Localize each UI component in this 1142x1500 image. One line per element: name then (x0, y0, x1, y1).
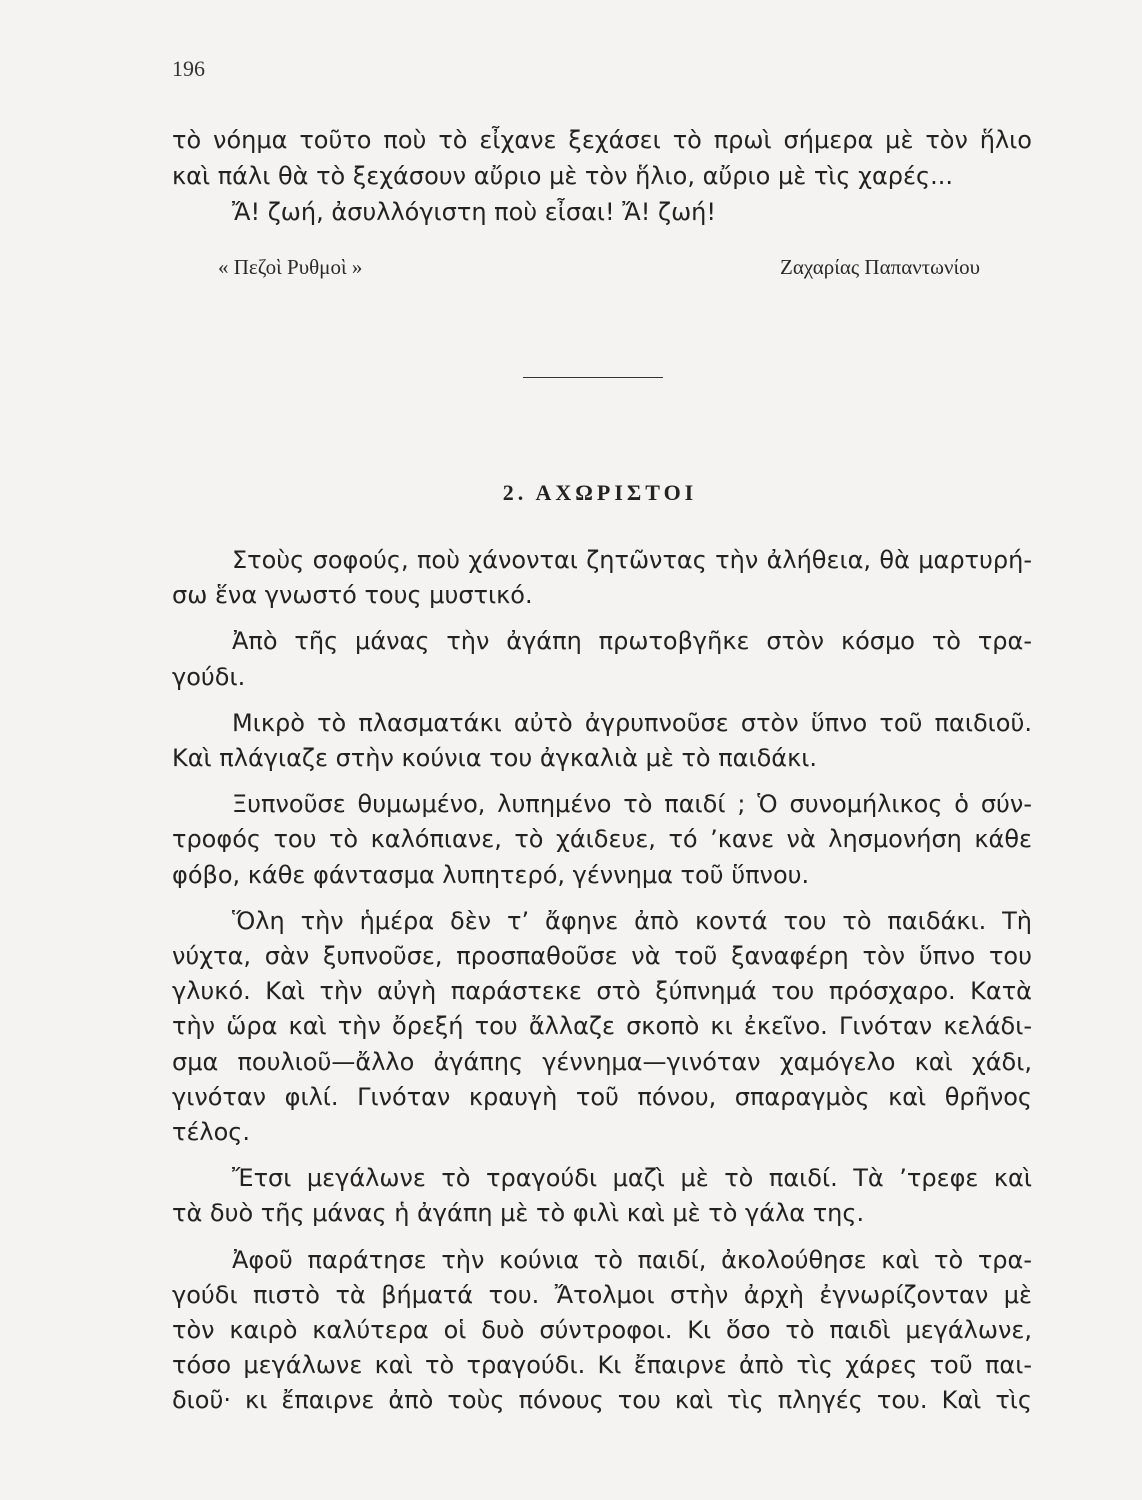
body-line: τὰ δυὸ τῆς μάνας ἡ ἀγάπη μὲ τὸ φιλὶ καὶ μὲ τὸ γάλα της. (172, 1199, 865, 1228)
body-text (172, 543, 1032, 1419)
body-line: τροφός του τὸ καλόπιανε, τὸ χάιδευε, τό ʼκανε νὰ λησμονήση κάθε (172, 825, 1032, 854)
body-line: Ἀφοῦ παράτησε τὴν κούνια τὸ παιδί, ἀκολούθησε καὶ τὸ τρα- (232, 1245, 1032, 1274)
body-line: Στοὺς σοφούς, ποὺ χάνονται ζητῶντας τὴν ἀλήθεια, θὰ μαρτυρή- (232, 546, 1032, 574)
body-line: Ἔτσι μεγάλωνε τὸ τραγούδι μαζὶ μὲ τὸ παιδί. Τὰ ʼτρεφε καὶ (232, 1164, 1032, 1193)
body-line: Ἀπὸ τῆς μάνας τὴν ἀγάπη πρωτοβγῆκε στὸν κόσμο τὸ τρα- (232, 627, 1032, 656)
body-line: Ὅλη τὴν ἡμέρα δὲν τʼ ἄφηνε ἀπὸ κοντά του τὸ παιδάκι. Τὴ (232, 906, 1032, 935)
body-line: σω ἕνα γνωστό τους μυστικό. (172, 581, 533, 610)
intro-line: Ἄ! ζωή, ἀσυλλόγιστη ποὺ εἶσαι! Ἄ! ζωή! (232, 198, 716, 226)
body-line: τόσο μεγάλωνε καὶ τὸ τραγούδι. Κι ἔπαιρνε ἀπὸ τὶς χάρες τοῦ παι- (172, 1351, 1032, 1380)
body-line: Μικρὸ τὸ πλασματάκι αὐτὸ ἀγρυπνοῦσε στὸν ὕπνο τοῦ παιδιοῦ. (232, 708, 1032, 737)
attribution-author: Ζαχαρίας Παπαντωνίου (780, 255, 980, 279)
intro-line: τὸ νόημα τοῦτο ποὺ τὸ εἶχανε ξεχάσει τὸ πρωὶ σήμερα μὲ τὸν ἥλιο (172, 126, 1032, 154)
body-line: γούδι. (172, 662, 246, 691)
page-number: 196 (172, 56, 205, 81)
body-line: Ξυπνοῦσε θυμωμένο, λυπημένο τὸ παιδί ; Ὁ συνομήλικος ὁ σύν- (232, 790, 1032, 819)
body-line: νύχτα, σὰν ξυπνοῦσε, προσπαθοῦσε νὰ τοῦ ξαναφέρη τὸν ὕπνο του (172, 942, 1032, 971)
body-line: Καὶ πλάγιαζε στὴν κούνια του ἀγκαλιὰ μὲ τὸ παιδάκι. (172, 744, 818, 773)
body-line: γινόταν φιλί. Γινόταν κραυγὴ τοῦ πόνου, σπαραγμὸς καὶ θρῆνος (172, 1082, 1032, 1111)
body-line: γούδι πιστὸ τὰ βήματά του. Ἄτολμοι στὴν ἀρχὴ ἐγνωρίζονταν μὲ (172, 1280, 1032, 1309)
intro-line: καὶ πάλι θὰ τὸ ξεχάσουν αὔριο μὲ τὸν ἥλιο, αὔριο μὲ τὶς χαρές... (172, 162, 953, 190)
body-line: σμα πουλιοῦ—ἄλλο ἀγάπης γέννημα—γινόταν χαμόγελο καὶ χάδι, (172, 1047, 1032, 1076)
body-line: φόβο, κάθε φάντασμα λυπητερό, γέννημα τοῦ ὕπνου. (172, 860, 810, 889)
section-heading: 2. ΑΧΩΡΙΣΤΟΙ (502, 480, 698, 505)
section-divider (523, 377, 663, 378)
attribution-source: « Πεζοὶ Ρυθμοὶ » (218, 255, 363, 279)
body-line: τὸν καιρὸ καλύτερα οἱ δυὸ σύντροφοι. Κι ὅσο τὸ παιδὶ μεγάλωνε, (172, 1316, 1032, 1345)
body-line: τὴν ὥρα καὶ τὴν ὄρεξή του ἄλλαζε σκοπὸ κι ἐκεῖνο. Γινόταν κελάδι- (172, 1012, 1032, 1041)
intro-passage (172, 122, 1032, 230)
body-line: γλυκό. Καὶ τὴν αὐγὴ παράστεκε στὸ ξύπνημά του πρόσχαρο. Κατὰ (172, 977, 1032, 1006)
body-line: διοῦ· κι ἔπαιρνε ἀπὸ τοὺς πόνους του καὶ τὶς πληγές του. Καὶ τὶς (172, 1386, 1032, 1415)
body-line: τέλος. (172, 1118, 251, 1147)
